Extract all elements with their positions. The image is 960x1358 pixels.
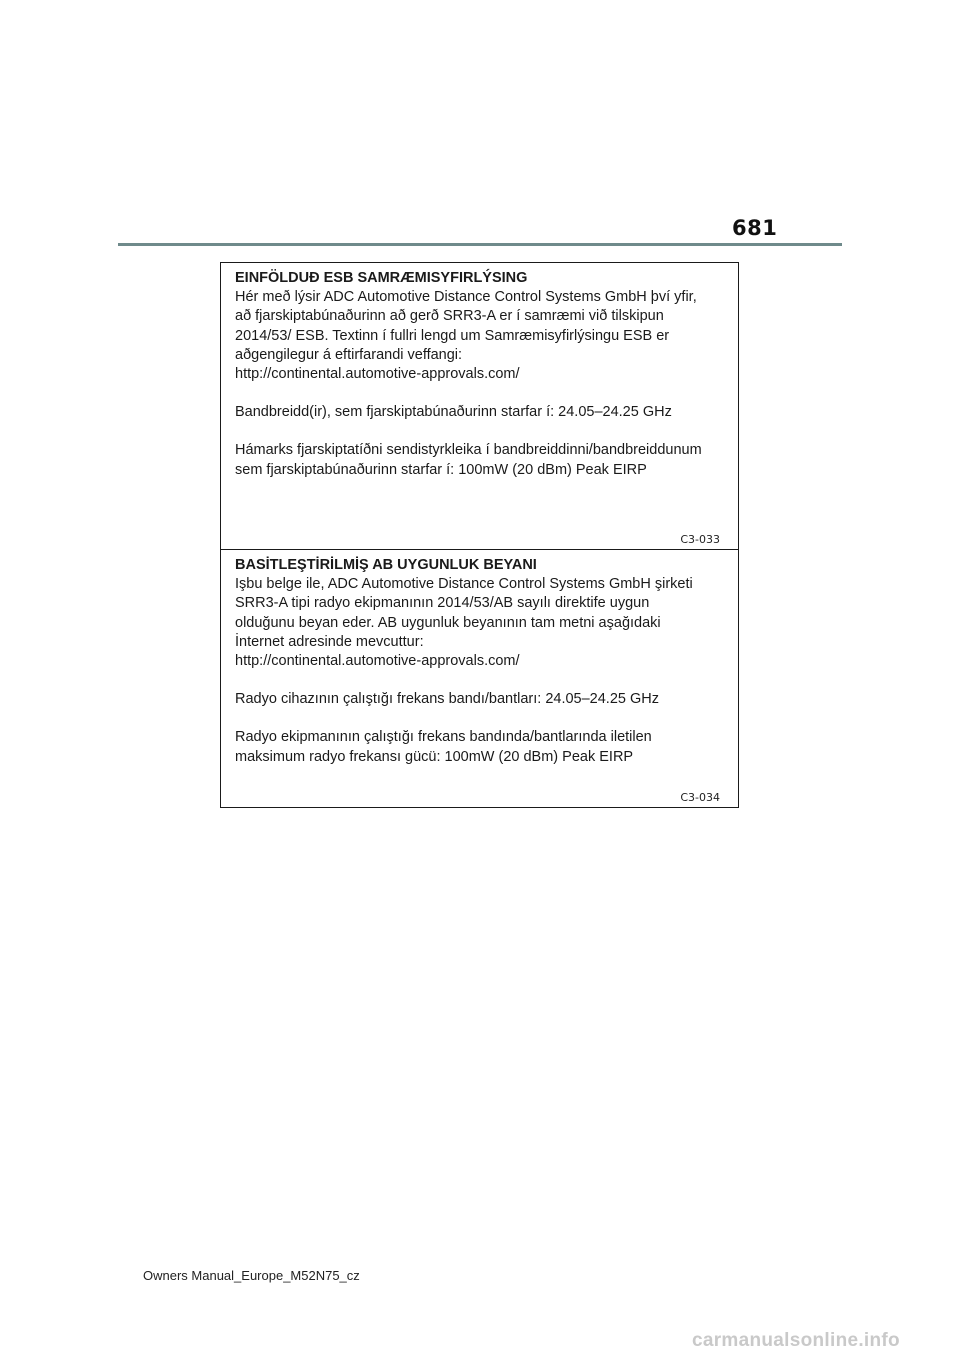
spacer (235, 422, 728, 441)
declaration-icelandic (221, 263, 738, 550)
conformity-label-box (220, 262, 739, 808)
frequency-band-text: Radyo cihazının çalıştığı frekans bandı/bantları: 24.05–24.25 GHz (235, 691, 659, 708)
declaration-icelandic-content (235, 269, 728, 480)
label-code: C3-034 (680, 791, 720, 804)
declaration-intro: Hér með lýsir ADC Automotive Distance Control Systems GmbH því yfir, að fjarskiptabúnaðurinn að gerð SRR3-A er í samræmi við tilskipun 2014/53/ ESB. Textinn í fullri lengd um Samræmisyfirlýsingu ESB er aðgengilegur á eftirfarandi veffangi: http://continental.automotive-approvals.com/ (235, 289, 697, 383)
declaration-turkish-content (235, 556, 728, 767)
spacer (235, 709, 728, 728)
max-power-text: Radyo ekipmanının çalıştığı frekans bandında/bantlarında iletilen maksimum radyo frekansı gücü: 100mW (20 dBm) Peak EIRP (235, 729, 652, 765)
footer-manual-id: Owners Manual_Europe_M52N75_cz (143, 1268, 360, 1283)
spacer (235, 384, 728, 403)
label-code: C3-033 (680, 533, 720, 546)
declaration-title: BASİTLEŞTİRİLMİŞ AB UYGUNLUK BEYANI (235, 557, 537, 573)
declaration-title: EINFÖLDUÐ ESB SAMRÆMISYFIRLÝSING (235, 270, 528, 286)
declaration-turkish (221, 550, 738, 807)
max-power-text: Hámarks fjarskiptatíðni sendistyrkleika í bandbreiddinni/bandbreiddunum sem fjarskiptabúnaðurinn starfar í: 100mW (20 dBm) Peak EIRP (235, 442, 702, 478)
spacer (235, 671, 728, 690)
page-number: 681 (732, 216, 778, 240)
frequency-band-text: Bandbreidd(ir), sem fjarskiptabúnaðurinn starfar í: 24.05–24.25 GHz (235, 404, 672, 421)
watermark-link[interactable]: carmanualsonline.info (692, 1330, 900, 1351)
declaration-intro: Işbu belge ile, ADC Automotive Distance Control Systems GmbH şirketi SRR3-A tipi radyo ekipmanının 2014/53/AB sayılı direktife uygun olduğunu beyan eder. AB uygunluk beyanının tam metni aşağıdaki İnternet adresinde mevcuttur: http://continental.automotive-approvals.com/ (235, 576, 693, 670)
header-rule (118, 243, 842, 246)
